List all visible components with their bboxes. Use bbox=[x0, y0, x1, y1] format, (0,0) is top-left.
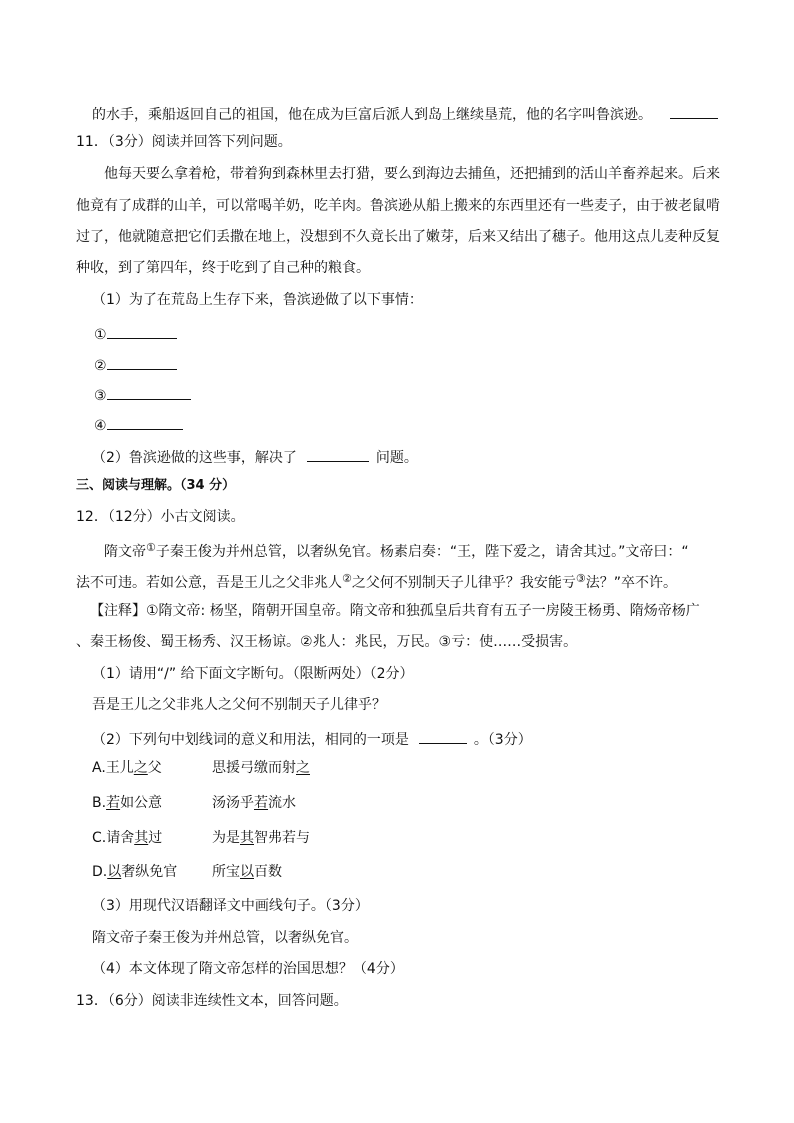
q11-blank-4-line[interactable] bbox=[107, 415, 183, 430]
option-b-left-post: 如公意 bbox=[120, 795, 163, 811]
circled-four: ④ bbox=[94, 418, 107, 434]
option-c-left-underlined: 其 bbox=[134, 830, 149, 846]
option-c-left bbox=[92, 831, 162, 845]
option-d-left bbox=[92, 865, 177, 879]
q11-blank-4[interactable] bbox=[94, 415, 183, 433]
option-d-right-pre: 所宝 bbox=[212, 864, 240, 880]
q12-sub2 bbox=[92, 729, 532, 747]
q11-blank-2-line[interactable] bbox=[107, 355, 177, 370]
option-c-left-post: 过 bbox=[148, 830, 163, 846]
option-c-right-pre: 为是 bbox=[212, 830, 240, 846]
option-b-right-underlined: 若 bbox=[254, 795, 268, 811]
q11-passage-line-3: 过了，他就随意把它们丢撒在地上，没想到不久竟长出了嫩芽，后来又结出了穗子。他用这点儿麦种反复 bbox=[76, 229, 720, 245]
note-ref-3: ③ bbox=[575, 572, 586, 585]
q12-sub2-blank[interactable] bbox=[419, 729, 467, 744]
q10-answer-blank[interactable] bbox=[670, 104, 718, 119]
option-a-right bbox=[212, 761, 310, 775]
q12-note-line-1: 【注释】①隋文帝: 杨坚，隋朝开国皇帝。隋文帝和独孤皇后共育有五子一房陵王杨勇、隋炀帝杨广 bbox=[90, 603, 700, 619]
q12-sub1-text: 吾是王儿之父非兆人之父何不别制天子儿律乎？ bbox=[92, 697, 386, 713]
q11-sub2 bbox=[92, 447, 418, 465]
q13-title: 13．（6分）阅读非连续性文本，回答问题。 bbox=[76, 993, 348, 1009]
q11-blank-3-line[interactable] bbox=[107, 385, 191, 400]
q11-passage-line-1: 他每天要么拿着枪，带着狗到森林里去打猎，要么到海边去捕鱼，还把捕到的活山羊畜养起来。后来 bbox=[104, 166, 720, 182]
option-c-right-underlined: 其 bbox=[240, 830, 254, 846]
q12-passage-line-2 bbox=[76, 573, 677, 590]
option-c-left-pre: 请舍 bbox=[106, 830, 135, 846]
option-b-right-pre: 汤汤乎 bbox=[212, 795, 254, 811]
q12-p2-c: 法？”卒不许。 bbox=[585, 575, 678, 591]
q10-tail-text: 的水手，乘船返回自己的祖国，他在成为巨富后派人到岛上继续垦荒，他的名字叫鲁滨逊。 bbox=[92, 107, 652, 123]
q12-p2-a: 法不可违。若如公意，吾是王儿之父非兆人 bbox=[76, 575, 342, 591]
q11-passage-line-2: 他竟有了成群的山羊，可以常喝羊奶，吃羊肉。鲁滨逊从船上搬来的东西里还有一些麦子，由于被老鼠啃 bbox=[76, 198, 720, 214]
q12-p2-b: 之父何不别制天子儿律乎？我安能亏 bbox=[351, 575, 576, 591]
option-d-right bbox=[212, 865, 282, 879]
option-a-left-pre: 王儿 bbox=[105, 760, 134, 776]
option-d-right-underlined: 以 bbox=[240, 864, 254, 880]
circled-three: ③ bbox=[94, 388, 107, 404]
q12-sub3: （3）用现代汉语翻译文中画线句子。（3分） bbox=[92, 898, 369, 914]
option-b-left-underlined: 若 bbox=[106, 795, 121, 811]
option-c-right-post: 智弗若与 bbox=[254, 830, 310, 846]
q12-sub4: （4）本文体现了隋文帝怎样的治国思想？（4分） bbox=[92, 961, 404, 977]
q11-blank-1-line[interactable] bbox=[107, 324, 177, 339]
q10-tail-line bbox=[92, 104, 718, 122]
option-a-right-pre: 思援弓缴而射 bbox=[212, 760, 296, 776]
q11-title: 11．（3分）阅读并回答下列问题。 bbox=[76, 134, 292, 150]
q12-passage-line-1 bbox=[104, 542, 689, 559]
q12-sub2-prefix: （2）下列句中划线词的意义和用法，相同的一项是 bbox=[92, 732, 409, 748]
q12-sub1: （1）请用“/” 给下面文字断句。（限断两处）（2分） bbox=[92, 666, 414, 682]
option-c-label: C. bbox=[92, 830, 107, 846]
option-a-left-post: 父 bbox=[147, 760, 162, 776]
option-b-left bbox=[92, 796, 162, 810]
option-a-label: A. bbox=[92, 760, 106, 776]
q12-sub2-suffix: 。（3分） bbox=[473, 732, 532, 748]
option-b-label: B. bbox=[92, 795, 107, 811]
q11-blank-1[interactable] bbox=[94, 324, 177, 342]
option-b-right bbox=[212, 796, 296, 810]
section-3-title: 三、阅读与理解。（34 分） bbox=[76, 478, 236, 493]
option-b-right-post: 流水 bbox=[268, 795, 296, 811]
q11-passage-line-4: 种收，到了第四年，终于吃到了自己种的粮食。 bbox=[76, 260, 370, 276]
q12-p1-b: 子秦王俊为并州总管，以奢纵免官。杨素启奏：“王，陛下爱之，请舍其过。”文帝曰：“ bbox=[155, 544, 689, 560]
option-a-right-underlined: 之 bbox=[296, 760, 310, 776]
option-d-left-post: 奢纵免官 bbox=[121, 864, 178, 880]
option-a-left-underlined: 之 bbox=[133, 760, 148, 776]
q11-blank-3[interactable] bbox=[94, 385, 191, 403]
note-ref-1: ① bbox=[146, 541, 156, 554]
q11-sub2-blank[interactable] bbox=[307, 447, 369, 462]
option-d-right-post: 百数 bbox=[254, 864, 282, 880]
option-c-right bbox=[212, 831, 310, 845]
q11-sub2-suffix: 问题。 bbox=[375, 450, 418, 466]
q11-blank-2[interactable] bbox=[94, 355, 177, 373]
note-ref-2: ② bbox=[342, 572, 352, 585]
q12-note-line-2: 、秦王杨俊、蜀王杨秀、汉王杨谅。②兆人：兆民，万民。③亏：使……受损害。 bbox=[76, 634, 578, 650]
option-a-left bbox=[92, 761, 162, 775]
circled-one: ① bbox=[94, 327, 107, 343]
q12-sub3-text: 隋文帝子秦王俊为并州总管，以奢纵免官。 bbox=[92, 930, 358, 946]
circled-two: ② bbox=[94, 358, 107, 374]
option-d-label: D. bbox=[92, 864, 108, 880]
q11-sub2-prefix: （2）鲁滨逊做的这些事，解决了 bbox=[92, 450, 297, 466]
option-d-left-underlined: 以 bbox=[107, 864, 122, 880]
q12-p1-a: 隋文帝 bbox=[104, 544, 146, 560]
q11-sub1: （1）为了在荒岛上生存下来，鲁滨逊做了以下事情： bbox=[92, 292, 423, 308]
q12-title: 12．（12分）小古文阅读。 bbox=[76, 509, 245, 525]
